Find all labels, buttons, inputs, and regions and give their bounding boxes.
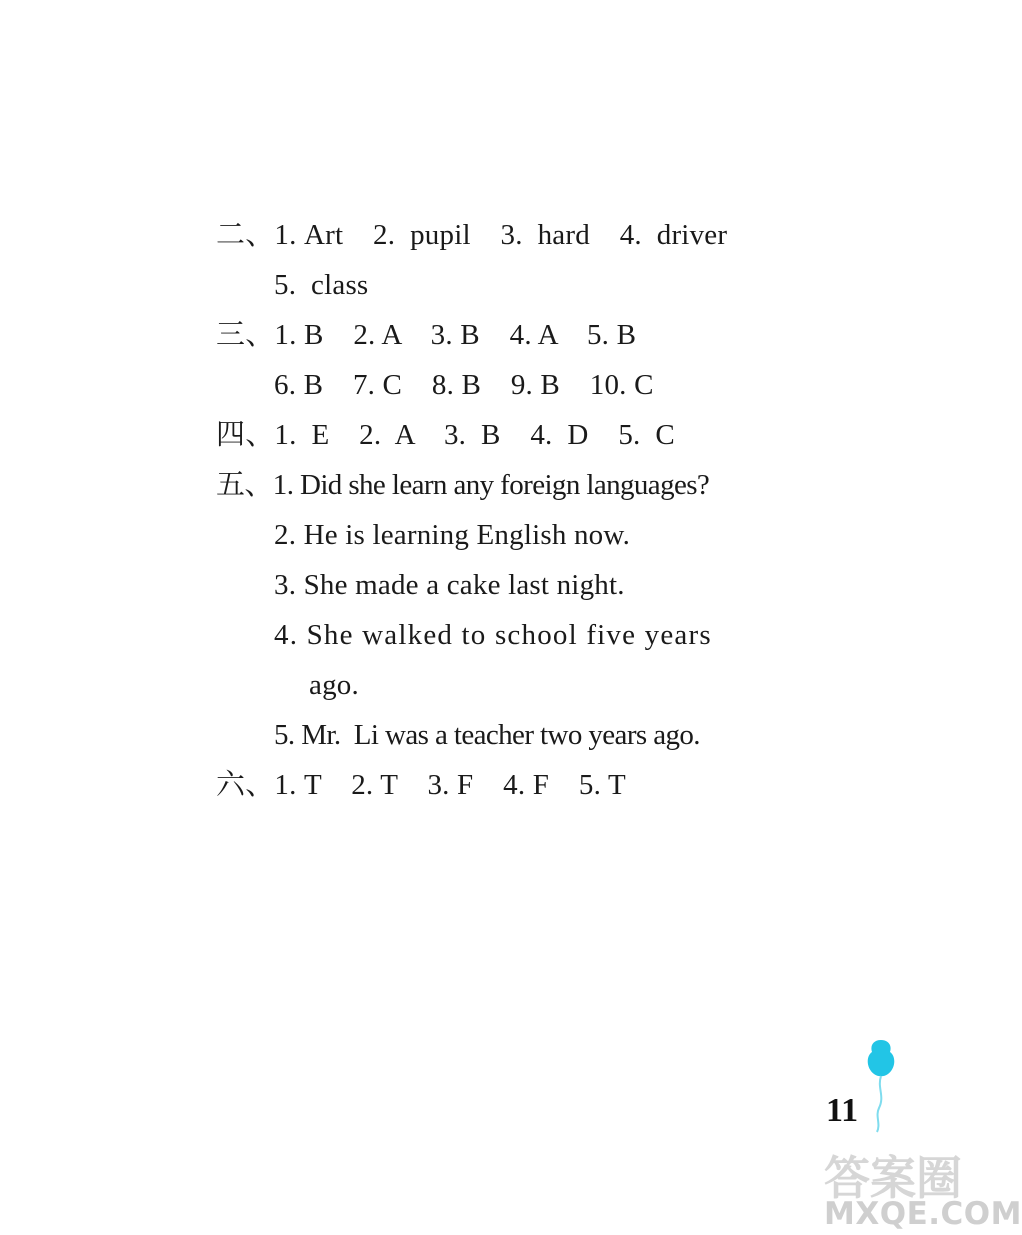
section-5-line-4-cont: ago.	[309, 669, 359, 701]
section-6-line-1: 六、1. T 2. T 3. F 4. F 5. T	[216, 769, 626, 801]
watermark-site: MXQE.COM	[824, 1196, 1022, 1232]
section-5-line-5: 5. Mr. Li was a teacher two years ago.	[274, 719, 700, 751]
section-4-line-1: 四、1. E 2. A 3. B 4. D 5. C	[216, 419, 675, 451]
section-3-line-2: 6. B 7. C 8. B 9. B 10. C	[274, 369, 654, 401]
section-2-line-2: 5. class	[274, 269, 369, 301]
section-3-line-1: 三、1. B 2. A 3. B 4. A 5. B	[216, 319, 637, 351]
page-number: 11	[826, 1092, 859, 1129]
section-5-line-3: 3. She made a cake last night.	[274, 569, 625, 601]
section-5-line-1: 五、1. Did she learn any foreign languages?	[216, 469, 710, 501]
watermark-logo: 答案圈	[824, 1151, 962, 1205]
balloon-icon	[858, 1036, 904, 1136]
section-2-line-1: 二、1. Art 2. pupil 3. hard 4. driver	[216, 219, 728, 251]
section-5-line-2: 2. He is learning English now.	[274, 519, 631, 551]
section-5-line-4: 4. She walked to school five years	[274, 619, 712, 651]
